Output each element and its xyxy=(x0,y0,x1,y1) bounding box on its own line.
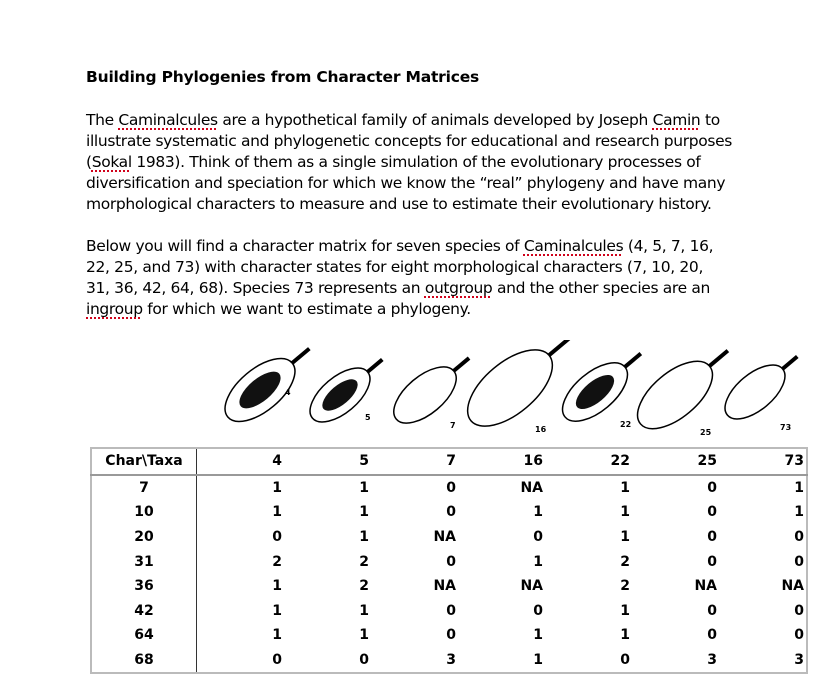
table-row xyxy=(91,475,807,501)
header-corner-cell: Char\Taxa xyxy=(91,448,197,475)
state-cell: 0 xyxy=(272,652,282,669)
state-cell: 1 xyxy=(272,578,282,595)
state-cell: 1 xyxy=(620,504,630,521)
species-label: 5 xyxy=(365,413,371,422)
state-cell: NA xyxy=(433,529,456,546)
state-cell: 0 xyxy=(794,529,804,546)
table-row xyxy=(91,623,807,648)
text-segment: and the other species are an xyxy=(492,279,711,297)
spellcheck-flagged-word[interactable]: Sokal xyxy=(91,153,132,171)
character-label-cell: 68 xyxy=(91,648,197,674)
state-cell: 0 xyxy=(446,627,456,644)
state-cell: 1 xyxy=(359,529,369,546)
state-cell: 1 xyxy=(272,504,282,521)
text-segment: diversification and speciation for which we know the “real” phylogeny and have many xyxy=(86,174,726,192)
state-cell: 0 xyxy=(533,602,543,619)
state-cell: 1 xyxy=(272,627,282,644)
intro-paragraph xyxy=(86,110,732,215)
state-cell: NA xyxy=(694,578,717,595)
paragraph-line xyxy=(86,194,732,215)
state-cell: NA xyxy=(433,578,456,595)
text-segment: 31, 36, 42, 64, 68). Species 73 represents an xyxy=(86,279,425,297)
state-cell: 2 xyxy=(620,578,630,595)
state-cell: 0 xyxy=(707,553,717,570)
caminalcule-illustrations xyxy=(200,340,800,445)
paragraph-line xyxy=(86,257,713,278)
spellcheck-flagged-word[interactable]: Caminalcules xyxy=(523,237,624,255)
state-cell: 0 xyxy=(446,504,456,521)
state-cell: 1 xyxy=(359,602,369,619)
state-cell: 0 xyxy=(794,602,804,619)
taxon-header-cell: 73 xyxy=(719,448,807,475)
text-segment: Below you will find a character matrix for seven species of xyxy=(86,237,524,255)
table-row xyxy=(91,648,807,674)
table-row xyxy=(91,525,807,550)
table-row xyxy=(91,500,807,525)
state-cell: 1 xyxy=(620,602,630,619)
state-cell: 0 xyxy=(359,652,369,669)
state-cell: NA xyxy=(781,578,804,595)
state-cell: 1 xyxy=(533,553,543,570)
character-label-cell: 20 xyxy=(91,525,197,550)
state-cell: 1 xyxy=(533,652,543,669)
state-cell: 2 xyxy=(620,553,630,570)
taxon-header-cell: 4 xyxy=(197,448,285,475)
state-cell: 1 xyxy=(620,529,630,546)
paragraph-line xyxy=(86,110,732,131)
caminalcule-drawing xyxy=(384,344,481,434)
state-cell: 1 xyxy=(794,479,804,496)
text-segment: are a hypothetical family of animals developed by Joseph xyxy=(217,111,653,129)
state-cell: 1 xyxy=(272,602,282,619)
caminalcule-drawing xyxy=(214,340,323,433)
state-cell: 1 xyxy=(359,627,369,644)
text-segment: morphological characters to measure and use to estimate their evolutionary history. xyxy=(86,195,712,213)
species-label: 16 xyxy=(535,425,547,434)
text-segment: 1983). Think of them as a single simulation of the evolutionary processes of xyxy=(131,153,701,171)
paragraph-line xyxy=(86,152,732,173)
state-cell: 0 xyxy=(707,627,717,644)
state-cell: NA xyxy=(520,578,543,595)
state-cell: 0 xyxy=(446,479,456,496)
spellcheck-flagged-word[interactable]: ingroup xyxy=(86,300,143,318)
species-label: 7 xyxy=(450,421,456,430)
species-label: 73 xyxy=(780,423,792,432)
state-cell: 0 xyxy=(707,529,717,546)
caminalcule-drawing xyxy=(716,343,800,429)
state-cell: 2 xyxy=(272,553,282,570)
state-cell: 1 xyxy=(533,504,543,521)
spellcheck-flagged-word[interactable]: Camin xyxy=(652,111,701,129)
character-label-cell: 10 xyxy=(91,500,197,525)
species-label: 4 xyxy=(285,388,291,397)
state-cell: 1 xyxy=(272,479,282,496)
text-segment: ( xyxy=(86,153,92,171)
state-cell: 1 xyxy=(620,627,630,644)
character-label-cell: 7 xyxy=(91,475,197,501)
text-segment: (4, 5, 7, 16, xyxy=(623,237,714,255)
taxon-header-cell: 5 xyxy=(284,448,371,475)
character-matrix-table xyxy=(90,447,808,674)
character-label-cell: 31 xyxy=(91,549,197,574)
state-cell: 3 xyxy=(446,652,456,669)
state-cell: 1 xyxy=(359,504,369,521)
state-cell: 0 xyxy=(794,553,804,570)
state-cell: 2 xyxy=(359,553,369,570)
matrix-description-paragraph xyxy=(86,236,713,320)
text-segment: The xyxy=(86,111,119,129)
caminalcule-drawing xyxy=(301,346,394,432)
state-cell: NA xyxy=(520,479,543,496)
state-cell: 0 xyxy=(446,602,456,619)
text-segment: 22, 25, and 73) with character states for eight morphological characters (7, 10, 20, xyxy=(86,258,704,276)
text-segment: to xyxy=(700,111,720,129)
text-segment: for which we want to estimate a phylogeny. xyxy=(142,300,471,318)
taxon-header-cell: 16 xyxy=(458,448,545,475)
taxon-header-cell: 25 xyxy=(632,448,719,475)
document-title: Building Phylogenies from Character Matrices xyxy=(86,68,480,86)
species-label: 25 xyxy=(700,428,712,437)
spellcheck-flagged-word[interactable]: Caminalcules xyxy=(118,111,218,129)
table-header-row xyxy=(91,448,807,475)
paragraph-line xyxy=(86,131,732,152)
character-label-cell: 64 xyxy=(91,623,197,648)
state-cell: 0 xyxy=(794,627,804,644)
state-cell: 1 xyxy=(794,504,804,521)
taxon-header-cell: 22 xyxy=(545,448,632,475)
paragraph-line xyxy=(86,236,713,257)
paragraph-line xyxy=(86,173,732,194)
state-cell: 0 xyxy=(620,652,630,669)
character-label-cell: 42 xyxy=(91,599,197,624)
state-cell: 0 xyxy=(272,529,282,546)
state-cell: 0 xyxy=(446,553,456,570)
caminalcule-drawing xyxy=(455,340,587,440)
state-cell: 1 xyxy=(620,479,630,496)
table-row xyxy=(91,549,807,574)
paragraph-line xyxy=(86,299,713,320)
spellcheck-flagged-word[interactable]: outgroup xyxy=(424,279,493,297)
table-row xyxy=(91,574,807,599)
state-cell: 1 xyxy=(359,479,369,496)
state-cell: 3 xyxy=(707,652,717,669)
state-cell: 0 xyxy=(533,529,543,546)
state-cell: 2 xyxy=(359,578,369,595)
state-cell: 0 xyxy=(707,504,717,521)
state-cell: 0 xyxy=(707,602,717,619)
state-cell: 0 xyxy=(707,479,717,496)
text-segment: illustrate systematic and phylogenetic concepts for educational and research purposes xyxy=(86,132,733,150)
taxon-header-cell: 7 xyxy=(371,448,458,475)
character-label-cell: 36 xyxy=(91,574,197,599)
state-cell: 3 xyxy=(794,652,804,669)
paragraph-line xyxy=(86,278,713,299)
species-label: 22 xyxy=(620,420,632,429)
table-row xyxy=(91,599,807,624)
state-cell: 1 xyxy=(533,627,543,644)
caminalcule-drawing xyxy=(626,340,742,441)
